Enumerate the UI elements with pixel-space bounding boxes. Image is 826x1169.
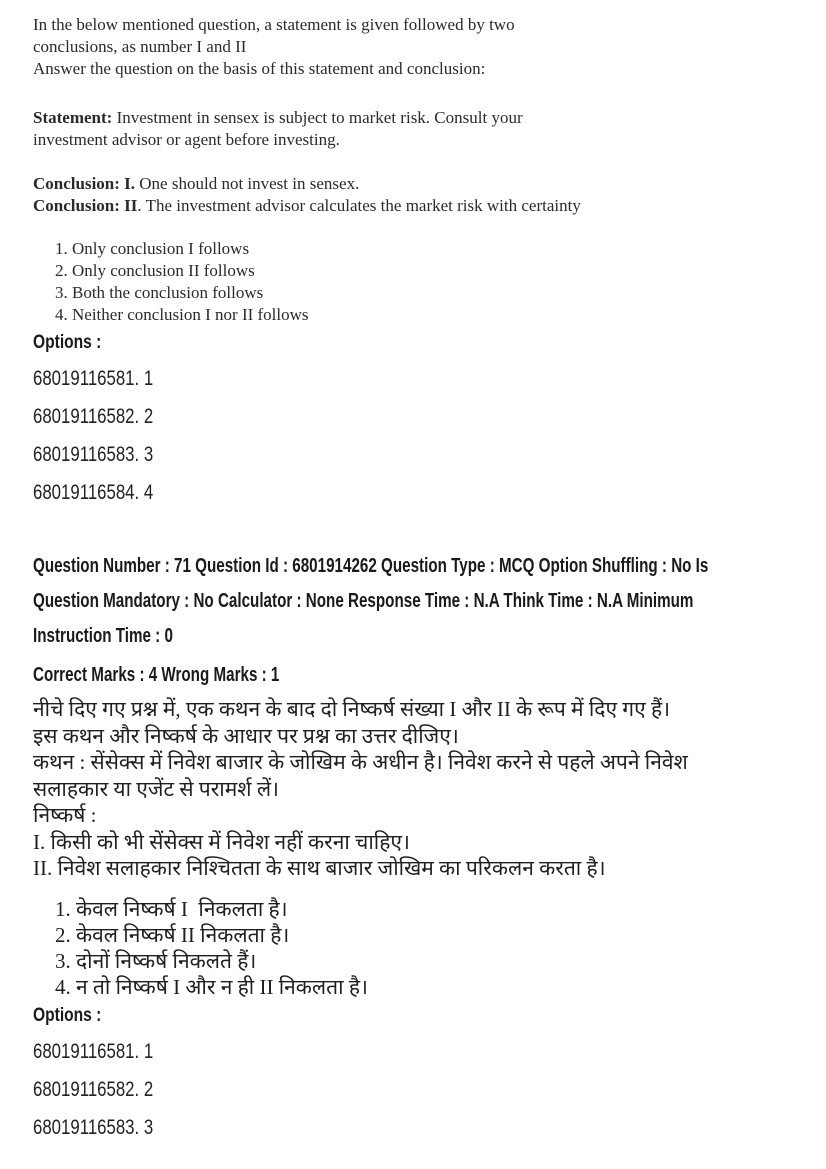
metadata-text: Question Mandatory : No Calculator : None Response Time : N.A Think Time : N.A Minimum: [33, 590, 694, 612]
question-intro-line: In the below mentioned question, a statement is given followed by two: [33, 15, 515, 34]
statement-line: [33, 107, 826, 129]
options-block-english: [33, 333, 826, 505]
question-english-section: [33, 14, 826, 326]
metadata-line: [33, 591, 826, 613]
options-heading: Options :: [33, 1004, 102, 1026]
choice-item: 1. केवल निष्कर्ष I निकलता है।: [55, 896, 288, 921]
choice-item: 3. दोनों निष्कर्ष निकलते हैं।: [55, 948, 257, 973]
statement-block: [33, 107, 826, 151]
options-heading-row: [33, 333, 826, 353]
question-hindi-section: [33, 696, 826, 1000]
hindi-question-line: सलाहकार या एजेंट से परामर्श लें।: [33, 776, 280, 801]
choice-item: 2. Only conclusion II follows: [55, 261, 255, 280]
marks-text: Correct Marks : 4 Wrong Marks : 1: [33, 664, 280, 686]
answer-choices-hindi: [55, 896, 826, 1000]
choice-item: 3. Both the conclusion follows: [55, 283, 264, 302]
option-row: [33, 1116, 826, 1140]
choice-item: 2. केवल निष्कर्ष II निकलता है।: [55, 922, 290, 947]
conclusion-1-text: One should not invest in sensex.: [135, 174, 360, 193]
question-intro: [33, 14, 826, 80]
statement-label: Statement:: [33, 108, 113, 127]
option-row: [33, 443, 826, 467]
conclusion-line: [33, 195, 826, 217]
option-id: 68019116583. 3: [33, 443, 154, 466]
option-row: [33, 1040, 826, 1064]
metadata-text: Question Number : 71 Question Id : 6801914262 Question Type : MCQ Option Shuffling : No Is: [33, 555, 709, 577]
hindi-question-paragraph: [33, 696, 826, 882]
metadata-line: [33, 626, 826, 648]
options-heading-row: [33, 1006, 826, 1026]
option-id: 68019116581. 1: [33, 1039, 154, 1063]
option-id: 68019116582. 2: [33, 405, 154, 428]
metadata-text: Instruction Time : 0: [33, 625, 173, 647]
choice-item: 4. Neither conclusion I nor II follows: [55, 305, 309, 324]
option-row: [33, 1078, 826, 1102]
marks-line: [33, 665, 826, 687]
conclusion-line: [33, 173, 826, 195]
hindi-conclusion-line: II. निवेश सलाहकार निश्चितता के साथ बाजार जोखिम का परिकलन करता है।: [33, 856, 606, 880]
options-block-hindi: [33, 1006, 826, 1140]
option-id: 68019116584. 4: [33, 481, 154, 504]
option-row: [33, 367, 826, 391]
statement-line: investment advisor or agent before investing.: [33, 130, 340, 149]
choice-item: 1. Only conclusion I follows: [55, 239, 250, 258]
statement-text: Investment in sensex is subject to market risk. Consult your: [112, 108, 523, 127]
metadata-line: [33, 556, 826, 578]
option-row: [33, 481, 826, 505]
question-intro-line: conclusions, as number I and II: [33, 37, 247, 56]
conclusion-1-label: Conclusion: I.: [33, 174, 136, 193]
question-metadata-section: [33, 556, 826, 687]
conclusion-2-label: Conclusion: II: [33, 196, 138, 215]
option-row: [33, 405, 826, 429]
hindi-question-line: कथन : सेंसेक्स में निवेश बाजार के जोखिम के अधीन है। निवेश करने से पहले अपने निवेश: [33, 750, 688, 774]
options-heading: Options :: [33, 332, 102, 353]
choice-item: 4. न तो निष्कर्ष I और न ही II निकलता है।: [55, 974, 368, 999]
hindi-question-line: नीचे दिए गए प्रश्न में, एक कथन के बाद दो निष्कर्ष संख्या I और II के रूप में दिए गए हैं।: [33, 697, 671, 721]
option-id: 68019116581. 1: [33, 367, 154, 390]
hindi-conclusion-heading: निष्कर्ष :: [33, 803, 97, 827]
question-intro-line: Answer the question on the basis of this statement and conclusion:: [33, 59, 486, 78]
answer-choices-english: [55, 238, 826, 326]
hindi-question-line: इस कथन और निष्कर्ष के आधार पर प्रश्न का उत्तर दीजिए।: [33, 723, 459, 748]
hindi-conclusion-line: I. किसी को भी सेंसेक्स में निवेश नहीं करना चाहिए।: [33, 829, 410, 854]
conclusions-block: [33, 173, 826, 217]
option-id: 68019116583. 3: [33, 1115, 154, 1139]
option-id: 68019116582. 2: [33, 1077, 154, 1101]
conclusion-2-text: . The investment advisor calculates the market risk with certainty: [137, 196, 581, 215]
